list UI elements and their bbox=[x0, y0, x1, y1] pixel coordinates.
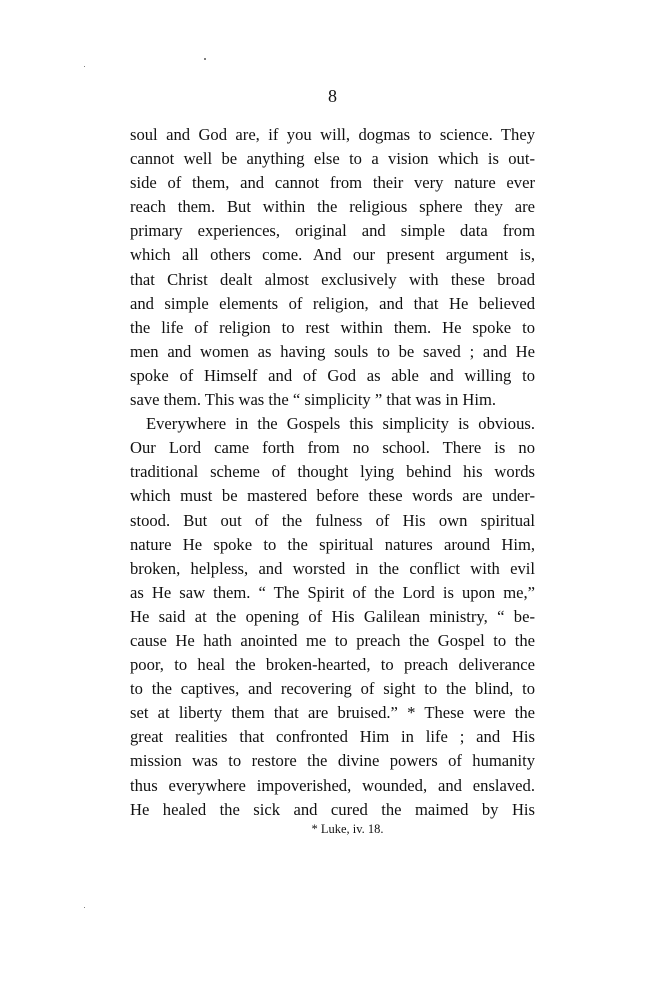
text-line: soul and God are, if you will, dogmas to science. They bbox=[130, 125, 535, 144]
text-line: great realities that confronted Him in life ; and His bbox=[130, 727, 535, 747]
text-line: men and women as having souls to be saved ; and He bbox=[130, 341, 535, 361]
text-line: poor, to heal the broken-hearted, to preach deliverance bbox=[130, 655, 535, 675]
text-line: which must be mastered before these words are under- bbox=[130, 486, 535, 506]
text-line: side of them, and cannot from their very nature ever bbox=[130, 173, 535, 193]
text-line: stood. But out of the fulness of His own spiritual bbox=[130, 510, 535, 530]
footnote: * Luke, iv. 18. bbox=[311, 822, 384, 836]
scan-speck bbox=[84, 907, 85, 908]
scan-speck bbox=[84, 66, 85, 67]
scan-speck bbox=[204, 58, 206, 60]
page-number: 8 bbox=[328, 86, 337, 106]
text-line: primary experiences, original and simple data from bbox=[130, 221, 535, 241]
text-line: thus everywhere impoverished, wounded, and enslaved. bbox=[130, 775, 535, 795]
text-line: and simple elements of religion, and that He believed bbox=[130, 293, 535, 313]
text-line: set at liberty them that are bruised.” * These were the bbox=[130, 703, 535, 723]
text-line: He said at the opening of His Galilean ministry, “ be- bbox=[130, 606, 535, 626]
text-line: mission was to restore the divine powers of humanity bbox=[130, 751, 535, 771]
text-line: traditional scheme of thought lying behind his words bbox=[130, 462, 535, 482]
text-line: as He saw them. “ The Spirit of the Lord is upon me,” bbox=[130, 582, 535, 602]
text-line: which all others come. And our present argument is, bbox=[130, 245, 535, 265]
paragraph-end-line: save them. This was the “ simplicity ” that was in Him. bbox=[130, 390, 497, 410]
text-line: He healed the sick and cured the maimed by His bbox=[130, 799, 535, 819]
text-line: nature He spoke to the spiritual natures around Him, bbox=[130, 534, 535, 554]
text-line: cannot well be anything else to a vision which is out- bbox=[130, 149, 535, 169]
text-line: the life of religion to rest within them. He spoke to bbox=[130, 317, 535, 337]
text-line: to the captives, and recovering of sight to the blind, to bbox=[130, 679, 535, 699]
paragraph-start-line: Everywhere in the Gospels this simplicity is obvious. bbox=[146, 414, 535, 434]
text-line: reach them. But within the religious sphere they are bbox=[130, 197, 535, 217]
text-line: that Christ dealt almost exclusively with these broad bbox=[130, 269, 535, 289]
text-line: broken, helpless, and worsted in the conflict with evil bbox=[130, 558, 535, 578]
text-line: Our Lord came forth from no school. There is no bbox=[130, 438, 535, 458]
text-line: spoke of Himself and of God as able and willing to bbox=[130, 365, 535, 385]
body-text bbox=[130, 123, 535, 822]
text-line: cause He hath anointed me to preach the Gospel to the bbox=[130, 630, 535, 650]
